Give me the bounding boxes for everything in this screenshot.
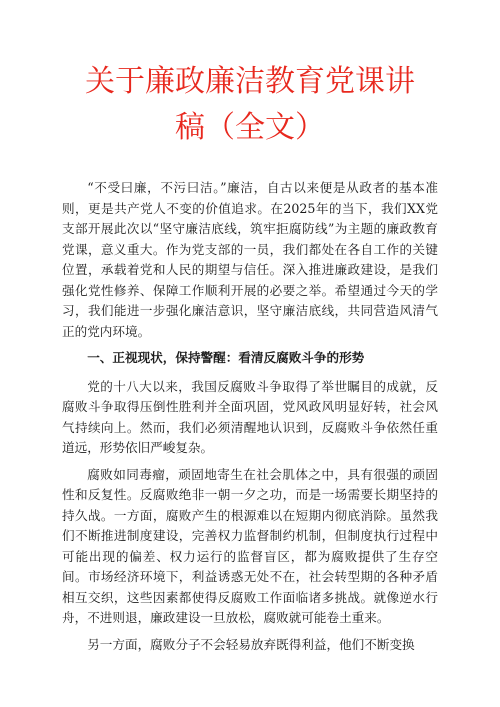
document-body: [62, 178, 438, 661]
section-1-paragraph-2: 腐败如同毒瘤，顽固地寄生在社会肌体之中，具有很强的顽固性和反复性。反腐败绝非一朝一夕之功，而是一场需要长期坚持的持久战。一方面，腐败产生的根源难以在短期内彻底消除。虽然我们不断推进制度建设，完善权力监督制约机制，但制度执行过程中可能出现的偏差、权力运行的监督盲区，都为腐败提供了生存空间。市场经济环境下，利益诱惑无处不在，社会转型期的各种矛盾相互交织，这些因素都使得反腐败工作面临诸多挑战。就像逆水行舟，不进则退，廉政建设一旦放松，腐败就可能卷土重来。: [62, 466, 438, 625]
section-1-paragraph-1: 党的十八大以来，我国反腐败斗争取得了举世瞩目的成就，反腐败斗争取得压倒性胜利并全面巩固，党风政风明显好转，社会风气持续向上。然而，我们必须清醒地认识到，反腐败斗争依然任重道远，形势依旧严峻复杂。: [62, 378, 438, 455]
section-heading-1: 一、正视现状，保持警醒：看清反腐败斗争的形势: [87, 350, 365, 365]
intro-paragraph: “不受曰廉，不污曰洁。”廉洁，自古以来便是从政者的基本准则，更是共产党人不变的价值追求。在2025年的当下，我们XX党支部开展此次以“坚守廉洁底线，筑牢拒腐防线”为主题的廉政教育党课，意义重大。作为党支部的一员，我们都处在各自工作的关键位置，承载着党和人民的期望与信任。深入推进廉政建设，是我们强化党性修养、保障工作顺利开展的必要之举。希望通过今天的学习，我们能进一步强化廉洁意识，坚守廉洁底线，共同营造风清气正的党内环境。: [62, 180, 438, 339]
document-title-line-2: 稿（全文）: [175, 110, 325, 145]
section-1-paragraph-3: 另一方面，腐败分子不会轻易放弃既得利益，他们不断变换: [87, 636, 415, 652]
document-title-line-1: 关于廉政廉洁教育党课讲: [85, 64, 415, 99]
